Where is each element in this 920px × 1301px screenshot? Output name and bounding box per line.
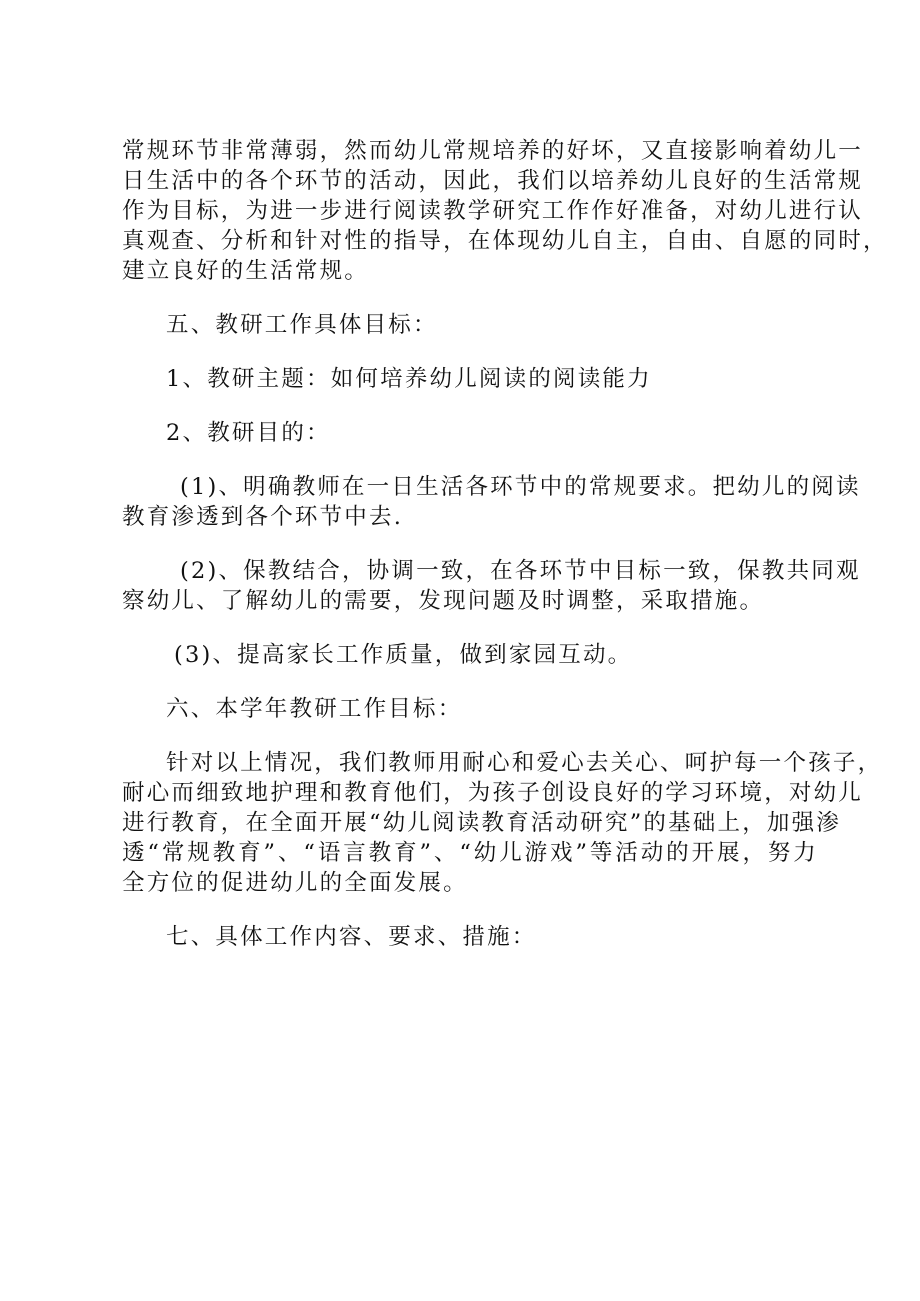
text-line: 作为目标，为进一步进行阅读教学研究工作作好准备，对幼儿进行认: [122, 198, 864, 224]
paragraph-goals: [122, 748, 883, 898]
text-line: 耐心而细致地护理和教育他们，为孩子创设良好的学习环境，对幼儿: [122, 780, 864, 806]
text-line: 日生活中的各个环节的活动，因此，我们以培养幼儿良好的生活常规: [122, 168, 864, 194]
text-line: 七、具体工作内容、要求、措施：: [166, 924, 537, 950]
text-line: 察幼儿、了解幼儿的需要，发现问题及时调整，采取措施。: [122, 588, 765, 614]
text-line: 针对以上情况，我们教师用耐心和爱心去关心、呵护每一个孩子，: [166, 750, 883, 776]
text-line: 全方位的促进幼儿的全面发展。: [122, 870, 468, 896]
text-line: 1、教研主题：如何培养幼儿阅读的阅读能力: [166, 366, 652, 392]
text-line: 教育渗透到各个环节中去.: [122, 504, 404, 530]
sub-item-2: [122, 556, 861, 616]
list-item-purpose: [122, 418, 818, 448]
sub-item-1: [122, 472, 861, 532]
list-item-topic: [122, 364, 818, 394]
section-heading-6: [122, 694, 818, 724]
text-line: 进行教育，在全面开展“幼儿阅读教育活动研究”的基础上，加强渗: [122, 810, 842, 836]
text-line: 2、教研目的：: [166, 420, 331, 446]
text-line: 六、本学年教研工作目标：: [166, 696, 463, 722]
sub-item-3: [122, 640, 818, 670]
text-line: 真观查、分析和针对性的指导，在体现幼儿自主，自由、自愿的同时，: [122, 228, 888, 254]
document-body: [122, 136, 888, 952]
text-line: 常规环节非常薄弱，然而幼儿常规培养的好坏，又直接影响着幼儿一: [122, 138, 864, 164]
section-heading-7: [122, 922, 818, 952]
text-line: (2)、保教结合，协调一致，在各环节中目标一致，保教共同观: [180, 558, 861, 584]
text-line: 透“常规教育”、“语言教育”、“幼儿游戏”等活动的开展，努力: [122, 840, 818, 866]
text-line: (3)、提高家长工作质量，做到家园互动。: [174, 642, 633, 668]
text-line: 五、教研工作具体目标：: [166, 312, 438, 338]
paragraph-intro: [122, 136, 888, 286]
section-heading-5: [122, 310, 818, 340]
text-line: (1)、明确教师在一日生活各环节中的常规要求。把幼儿的阅读: [180, 474, 861, 500]
text-line: 建立良好的生活常规。: [122, 258, 370, 284]
